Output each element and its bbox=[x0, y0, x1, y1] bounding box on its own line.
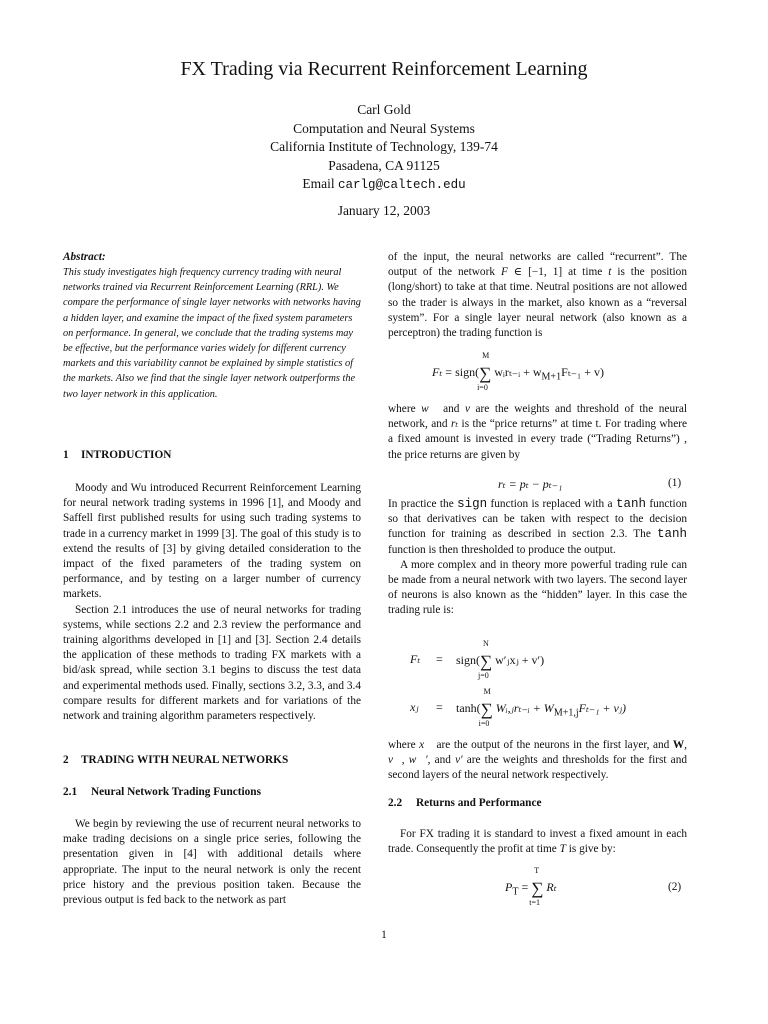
paper-title: FX Trading via Recurrent Reinforcement Learning bbox=[180, 58, 588, 80]
abstract-text: This study investigates high frequency currency trading with neural networks trained via Recurrent Reinforcement Learning (RRL). We compare the performance of single layer networks with networks having a hidden layer, and examine the impact of the fixed system parameters on performance. In general, we conclude that the trading systems may be effective, but the performance varies widely for different currency markets and this variability cannot be explained by simple statistics of the markets. Also we find that the single layer network outperforms the two layer network in this application. bbox=[63, 267, 361, 400]
page-number: 1 bbox=[381, 929, 387, 941]
abstract-heading: Abstract: bbox=[63, 251, 106, 263]
author-block bbox=[0, 101, 768, 195]
author-name: Carl Gold bbox=[357, 102, 411, 117]
author-email[interactable]: carlg@caltech.edu bbox=[338, 178, 466, 192]
equation-single-layer: Fₜ = sign(∑ M i=0 wᵢrₜ₋ᵢ + $w_{M+1}F_{t-1} + v$) bbox=[432, 351, 604, 392]
author-affiliation: Computation and Neural Systems bbox=[293, 120, 475, 136]
intro-paragraph-1: Moody and Wu introduced Recurrent Reinforcement Learning for neural network trading systems in 1996 [1], and Moody and Saffell first published results for using such trading systems to trade in a currency market in 1999 [3]. The goal of this study is to extend the results of [3] by giving detailed consideration to the impact of the fixed parameters of the trading system on performance, and by testing on a larger number of currency markets. bbox=[63, 482, 361, 601]
equation-two-layer-a: Fₜ bbox=[410, 652, 421, 666]
section-2-1-body bbox=[63, 817, 361, 908]
equation-2-label: (2) bbox=[668, 881, 682, 893]
intro-paragraph-2: Section 2.1 introduces the use of neural networks for trading systems, while sections 2.2 and 2.3 review the performance and training algorithms developed in [1] and [3]. Section 2.4 details the application of these methods to trading FX markets with a bid/ask spread, while section 3.1 begins to discuss the test data and experimental methods used. Finally, sections 3.2, 3.3, and 3.4 compare results for different markets and for variations of the network and training algorithm parameters respectively. bbox=[63, 603, 361, 723]
right-paragraph-4: A more complex and in theory more powerful trading rule can be made from a neural network with two layers. The second layer of neurons is also known as the “hidden” layer. In this case the trading rule is: bbox=[388, 558, 687, 617]
section-heading-2: 2 TRADING WITH NEURAL NETWORKS bbox=[63, 754, 289, 766]
sum-symbol: ∑ T t=1 bbox=[529, 866, 544, 907]
sum-symbol: ∑ N j=0 bbox=[478, 639, 493, 680]
author-institution: California Institute of Technology, 139-74 bbox=[270, 139, 498, 154]
right-paragraph-2: where w⃗ and v are the weights and threshold of the neural network, and rₜ is the “price returns” at time t. For trading where a fixed amount is invested in every trade (“Trading Returns”) , the price returns are given by bbox=[388, 403, 688, 461]
right-paragraph-1: of the input, the neural networks are called “recurrent”. The output of the network F ∈ [−1, 1] at time t is the position (long/short) to take at that time. Neutral positions are not allowed so the trader is always in the market, also known as a “reversal system”. For a single layer neural network (also known as a perceptron) the trading function is bbox=[388, 251, 687, 340]
author-location: Pasadena, CA 91125 bbox=[328, 157, 440, 173]
email-label: Email bbox=[302, 176, 339, 191]
introduction-body bbox=[63, 481, 361, 724]
right-paragraph-3: In practice the sign function is replaced with a tanh function so that derivatives can be taken with respect to the decision function for training as described in section 2.3. The tanh function is then thresholded to produce the output. A more complex and in theory more powerful trading rule can be made from a neural network with two layers. The second layer of neurons is also known as the “hidden” layer. In this case the trading rule is: bbox=[388, 497, 687, 619]
paper-date: January 12, 2003 bbox=[337, 203, 431, 218]
equation-1: rₜ = pₜ − pₜ₋₁ bbox=[498, 477, 563, 491]
sum-symbol: ∑ M i=0 bbox=[478, 687, 493, 728]
author-email-line bbox=[0, 175, 768, 195]
equation-1-label: (1) bbox=[668, 477, 682, 489]
equation-two-layer-b: xⱼ bbox=[410, 700, 419, 714]
equation-two-layer-a-rhs: sign(∑ N j=0 w′ⱼxⱼ + v′) bbox=[456, 639, 545, 680]
section-2-1-paragraph-1: We begin by reviewing the use of recurrent neural networks to make trading decisions on a single price series, following the presentation given in [4] with additional details where appropriate. The input to the neural network is only the recent price history and the previous position taken. Because the previous output is fed back to the network as part bbox=[63, 818, 361, 907]
equation-two-layer-b-rhs: tanh(∑ M i=0 Wᵢ,ⱼrₜ₋ᵢ + $W_{M+1,j}F_{t-1}$ + vⱼ) bbox=[456, 687, 627, 728]
section-heading-1: 1 INTRODUCTION bbox=[63, 449, 172, 461]
sum-symbol: ∑ M i=0 bbox=[477, 351, 492, 392]
section-heading-2-2: 2.2 Returns and Performance bbox=[388, 797, 542, 809]
equation-2: $P_T$ = ∑ T t=1 Rₜ bbox=[505, 866, 557, 907]
right-paragraph-5: where x⃗ are the output of the neurons in the first layer, and W, v⃗, w⃗′, and v′ are the weights and thresholds for the first and second layers of the neural network respectively. bbox=[388, 739, 687, 782]
section-heading-2-1: 2.1 Neural Network Trading Functions bbox=[63, 786, 261, 798]
paper-page: FX Trading via Recurrent Reinforcement Learning Carl Gold Computation and Neural Systems California Institute of Technology, 139-74 Pasadena, CA 91125 Email carlg@caltech.edu January 12, 2003 Abstract: This study investigates high frequency currency trading with neural networks trained via Recurrent Reinforcement Learning (RRL). We compare the performance of single layer networks with networks having a hidden layer, and examine the impact of the fixed system parameters on performance. In general, we conclude that the trading systems may be effective, but the performance varies widely for different currency markets and this variability cannot be explained by simple statistics of the markets. Also we find that the single layer network outperforms the two layer network in this application. 1 INTRODUCTION Moody and Wu introduced Recurrent Reinforcement Learning for neural network trading systems in 1996 [1], and Moody and Saffell first published results for using such trading systems to trade in a currency market in 1999 [3]. The goal of this study is to extend the results of [3] by giving detailed consideration to the impact of the fixed parameters of the trading system on performance, and by testing on a larger number of currency markets. Section 2.1 introduces the use of neural networks for trading systems, while sections 2.2 and 2.3 review the performance and training algorithms developed in [1] and [3]. Section 2.4 details the application of these methods to trading FX markets with a bid/ask spread, while section 3.1 begins to discuss the test data and experimental methods used. Finally, sections 3.2, 3.3, and 3.4 compare results for different markets and for variations of the network and training algorithm parameters respectively. 2 TRADING WITH NEURAL NETWORKS 2.1 Neural Network Trading Functions We begin by reviewing the use of recurrent neural networks to make trading decisions on a single price series, following the presentation given in [4] with additional details where appropriate. The input to the neural network is only the recent price history and the previous position taken. Because the previous output is fed back to the network as part of the input, the neural networks are called “recurrent”. The output of the network F ∈ [−1, 1] at time t is the position (long/short) to take at that time. Neutral positions are not allowed so the trader is always in the market, also known as a “reversal system”. For a single layer neural network (also known as a perceptron) the trading function is Fₜ = sign(∑ M i=0 wᵢrₜ₋ᵢ + $w_{M+1}F_{t-1} + v$) where w⃗ and v are the weights and threshold of the neural network, and rₜ is the “price returns” at time t. For trading where a fixed amount is invested in every trade (“Trading Returns”) , the price returns are given by rₜ = pₜ − pₜ₋₁ (1) In practice the sign function is replaced with a tanh function so that derivatives can be taken with respect to the decision function for training as described in section 2.3. The tanh function is then thresholded to produce the output. A more complex and in theory more powerful trading rule can be made from a neural network with two layers. The second layer of neurons is also known as the “hidden” layer. In this case the trading rule is: Fₜ = sign(∑ N j=0 w′ⱼxⱼ + v′) xⱼ = tanh(∑ M i=0 Wᵢ,ⱼrₜ₋ᵢ + $W_{M+1,j}F_{t-1}$ + vⱼ) where x⃗ are the output of the neurons in the first layer, and W, v⃗, w⃗′, and v′ are the weights and thresholds for the first and second layers of the neural network respectively. 2.2 Returns and Performance For FX trading it is standard to invest a fixed amount in each trade. Consequently the profit at time T is give by: $P_T$ = ∑ T t=1 Rₜ (2) 1 bbox=[0, 0, 768, 1024]
section-2-2-body: For FX trading it is standard to invest a fixed amount in each trade. Consequently the profit at time T is give by: bbox=[388, 828, 687, 856]
